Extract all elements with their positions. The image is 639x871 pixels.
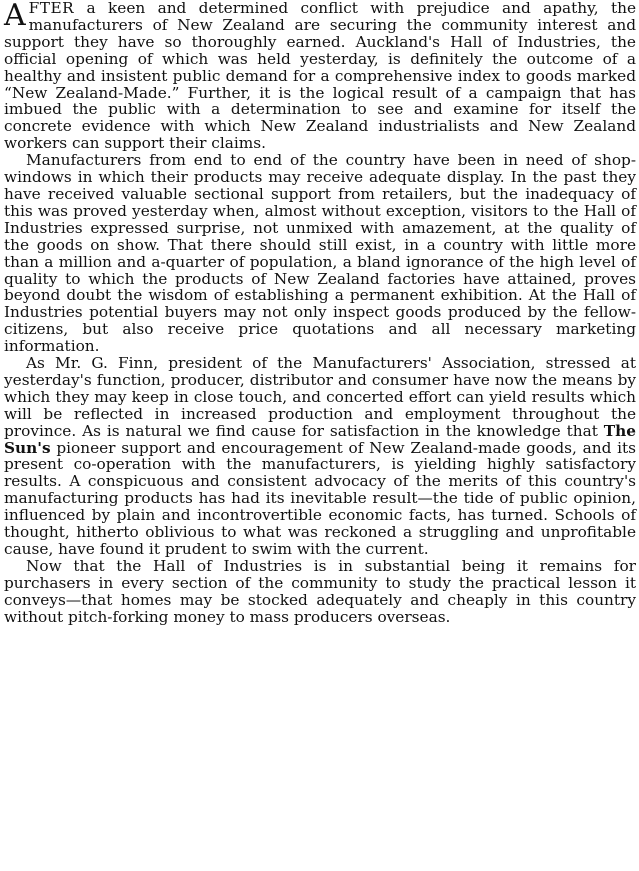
lead-word: FTER bbox=[28, 0, 75, 17]
editorial-article bbox=[4, 0, 636, 626]
drop-cap: A bbox=[4, 0, 26, 33]
paragraph-4 bbox=[4, 558, 636, 626]
paragraph-4-text: Now that the Hall of Industries is in substantial being it remains for purchasers in every section of the community to study the practical lesson it conveys—that homes may be stocked adequately and cheaply in this country without pitch-forking money to mass producers overseas. bbox=[4, 556, 636, 626]
paragraph-1 bbox=[4, 0, 636, 152]
newspaper-name: The Sun's bbox=[4, 421, 636, 457]
paragraph-3-text-before: As Mr. G. Finn, president of the Manufacturers' Association, stressed at yesterday's function, producer, distributor and consumer have now the means by which they may keep in close touch, and concerted effort can yield results which will be reflected in increased production and employment throughout the province. As is natural we find cause for satisfaction in the knowledge that bbox=[4, 354, 636, 440]
paragraph-2-text: Manufacturers from end to end of the country have been in need of shop-windows in which their products may receive adequate display. In the past they have received valuable sectional support from retailers, but the inadequacy of this was proved yesterday when, almost without exception, visitors to the Hall of Industries expressed surprise, not unmixed with amazement, at the quality of the goods on show. That there should still exist, in a country with little more than a million and a-quarter of population, a bland ignorance of the high level of quality to which the products of New Zealand factories have attained, proves beyond doubt the wisdom of establishing a permanent exhibition. At the Hall of Industries potential buyers may not only inspect goods produced by the fellow-citizens, but also receive price quotations and all necessary marketing information. bbox=[4, 151, 636, 356]
paragraph-3-text-after: pioneer support and encouragement of New Zealand-made goods, and its present co-operation with the manufacturers, is yielding highly satisfactory results. A conspicuous and consistent advocacy of the merits of this country's manufacturing products has had its inevitable result—the tide of public opinion, influenced by plain and incontrovertible economic facts, has turned. Schools of thought, hitherto oblivious to what was reckoned a struggling and unprofitable cause, have found it prudent to swim with the current. bbox=[4, 438, 636, 558]
paragraph-1-text: a keen and determined conflict with prejudice and apathy, the manufacturers of New Zealand are securing the community interest and support they have so thoroughly earned. Auckland's Hall of Industries, the official opening of which was held yesterday, is definitely the outcome of a healthy and insistent public demand for a comprehensive index to goods marked “New Zealand-Made.” Further, it is the logical result of a campaign that has imbued the public with a determination to see and examine for itself the concrete evidence with which New Zealand industrialists and New Zealand workers can support their claims. bbox=[4, 0, 636, 153]
paragraph-2 bbox=[4, 152, 636, 355]
paragraph-3 bbox=[4, 355, 636, 558]
